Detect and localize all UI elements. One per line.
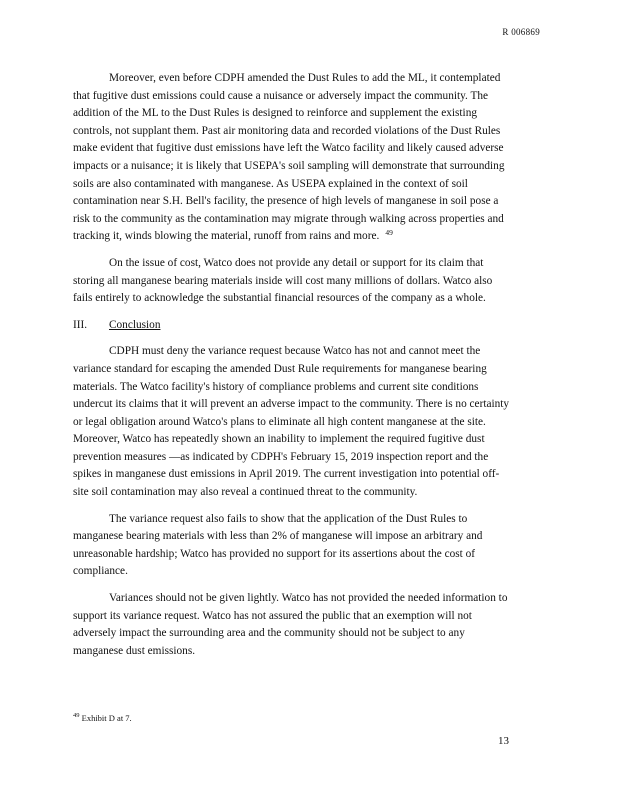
bates-number: R 006869: [502, 27, 540, 37]
section-title: Conclusion: [109, 318, 161, 331]
paragraph-deny-variance: CDPH must deny the variance request because Watco has not and cannot meet the variance standard for escaping the amended Dust Rule requirements for manganese bearing materials. The Watco facility's history of compliance problems and current site conditions undercut its claims that it will prevent an adverse impact to the community. There is no certainty or legal obligation around Watco's plans to eliminate all high content manganese at the site. Moreover, Watco has repeatedly shown an inability to implement the required fugitive dust prevention measures —as indicated by CDPH's February 15, 2019 inspection report and the spikes in manganese dust emissions in April 2019. The current investigation into potential off-site soil contamination may also reveal a continued threat to the community.: [73, 345, 510, 499]
paragraph-fugitive-dust-text: Moreover, even before CDPH amended the Dust Rules to add the ML, it contemplated that fugitive dust emissions could cause a nuisance or adversely impact the community. The addition of the ML to the Dust Rules is designed to reinforce and supplement the existing controls, not supplant them. Past air monitoring data and recorded violations of the Dust Rules make evident that fugitive dust emissions have left the Watco facility and likely caused adverse impacts or a nuisance; it is likely that USEPA's soil sampling will demonstrate that surrounding soils are also contaminated with manganese. As USEPA explained in the context of soil contamination near S.H. Bell's facility, the presence of high levels of manganese in soil pose a risk to the community as the contamination may migrate through walking across properties and tracking it, winds blowing the material, runoff from rains and more.: [73, 72, 505, 243]
paragraph-variances-lightly: Variances should not be given lightly. Watco has not provided the needed information to support its variance request. Watco has not assured the public that an exemption will not adversely impact the surrounding area and the community should not be subject to any manganese dust emissions.: [73, 592, 508, 657]
paragraph-cost: On the issue of cost, Watco does not provide any detail or support for its claim that storing all manganese bearing materials inside will cost many millions of dollars. Watco also fails entirely to acknowledge the substantial financial resources of the company as a whole.: [73, 256, 493, 305]
section-number: III.: [73, 318, 88, 331]
footnote-text: Exhibit D at 7.: [81, 712, 132, 723]
footnote-number: 49: [73, 712, 80, 719]
footnote: [73, 712, 132, 723]
footnote-reference: 49: [385, 227, 393, 237]
paragraph-fugitive-dust: [73, 70, 511, 246]
page-number: 13: [498, 735, 509, 747]
paragraph-hardship: The variance request also fails to show that the application of the Dust Rules to manganese bearing materials with less than 2% of manganese will impose an arbitrary and unreasonable hardship; Watco has provided no support for its assertions about the cost of compliance.: [73, 512, 483, 578]
section-heading: [73, 317, 511, 335]
document-body: [73, 70, 511, 669]
